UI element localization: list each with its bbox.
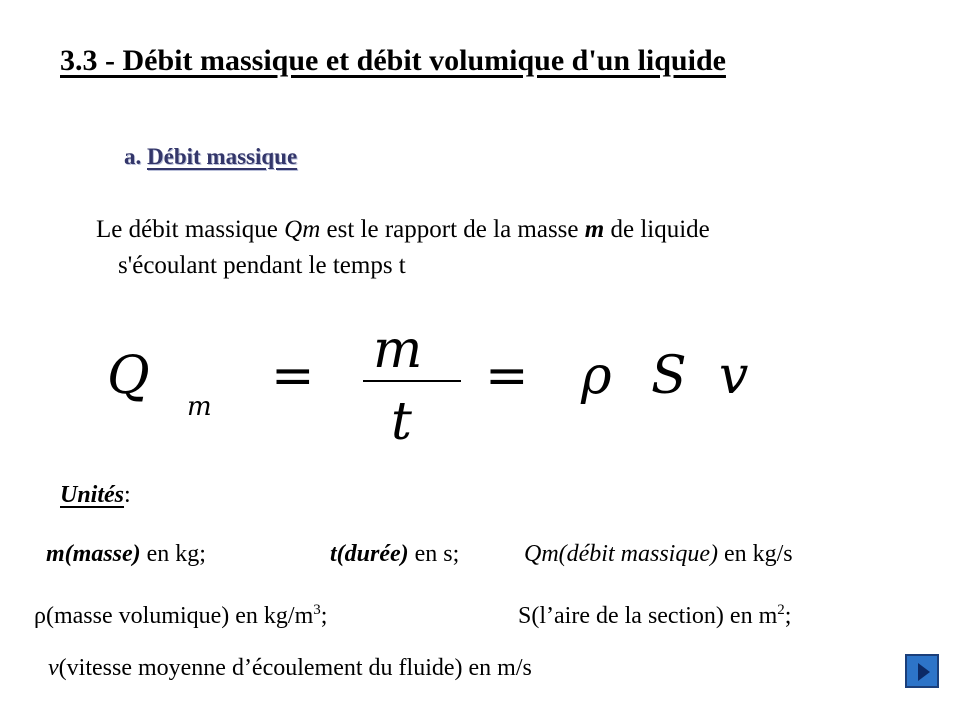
section-marker: a.	[124, 144, 142, 169]
unit-flow-text: en kg/s	[717, 541, 793, 567]
section-heading	[124, 144, 297, 170]
formula-equals-1: =	[271, 346, 315, 406]
definition-line1-start: Le débit massique	[96, 216, 285, 243]
unit-area-exponent: 2	[777, 602, 785, 618]
unit-flow-term: Qm(débit massique)	[524, 541, 718, 567]
formula-numerator: m	[373, 320, 423, 380]
definition-line1-end: de liquide	[604, 216, 710, 243]
formula-denominator: t	[391, 392, 412, 452]
definition-qm: Qm	[284, 216, 321, 243]
unit-time-term: t(durée)	[330, 541, 409, 567]
units-heading-colon: :	[124, 482, 131, 508]
next-slide-button[interactable]	[905, 654, 939, 688]
page-title: 3.3 - Débit massique et débit volumique d'un liquide	[60, 44, 726, 77]
unit-area-end: ;	[784, 603, 792, 629]
unit-density-text: ρ(masse volumique) en kg/m	[34, 603, 314, 629]
formula-q-subscript: m	[187, 392, 212, 422]
definition-line1-mid: est le rapport de la masse	[320, 216, 585, 243]
units-heading-text: Unités	[60, 482, 125, 508]
triangle-right-icon	[918, 663, 930, 681]
formula-v: v	[719, 346, 749, 406]
section-heading-text: Débit massique	[147, 144, 298, 169]
unit-mass-text: en kg;	[140, 541, 206, 567]
formula-rho: ρ	[581, 346, 612, 406]
unit-area	[518, 603, 791, 630]
unit-density-exponent: 3	[313, 602, 321, 618]
formula-fraction-bar	[363, 380, 461, 382]
unit-time-text: en s;	[408, 541, 460, 567]
formula-q: Q	[107, 346, 150, 406]
definition-m: m	[584, 216, 605, 243]
unit-mass	[46, 541, 206, 568]
unit-velocity-text: (vitesse moyenne d’écoulement du fluide) en m/s	[58, 655, 532, 681]
unit-density-end: ;	[320, 603, 328, 629]
unit-velocity	[48, 655, 532, 682]
unit-area-text: S(l’aire de la section) en m	[518, 603, 778, 629]
units-heading	[60, 482, 131, 509]
mass-flow-formula	[95, 320, 795, 470]
unit-density	[34, 603, 327, 630]
unit-mass-term: m(masse)	[46, 541, 141, 567]
unit-velocity-term: v	[48, 655, 59, 681]
unit-time	[330, 541, 459, 568]
formula-equals-2: =	[485, 346, 529, 406]
definition-text	[96, 212, 896, 284]
formula-s: S	[651, 346, 687, 406]
unit-flow	[524, 541, 793, 568]
definition-line2: s'écoulant pendant le temps t	[118, 252, 406, 279]
